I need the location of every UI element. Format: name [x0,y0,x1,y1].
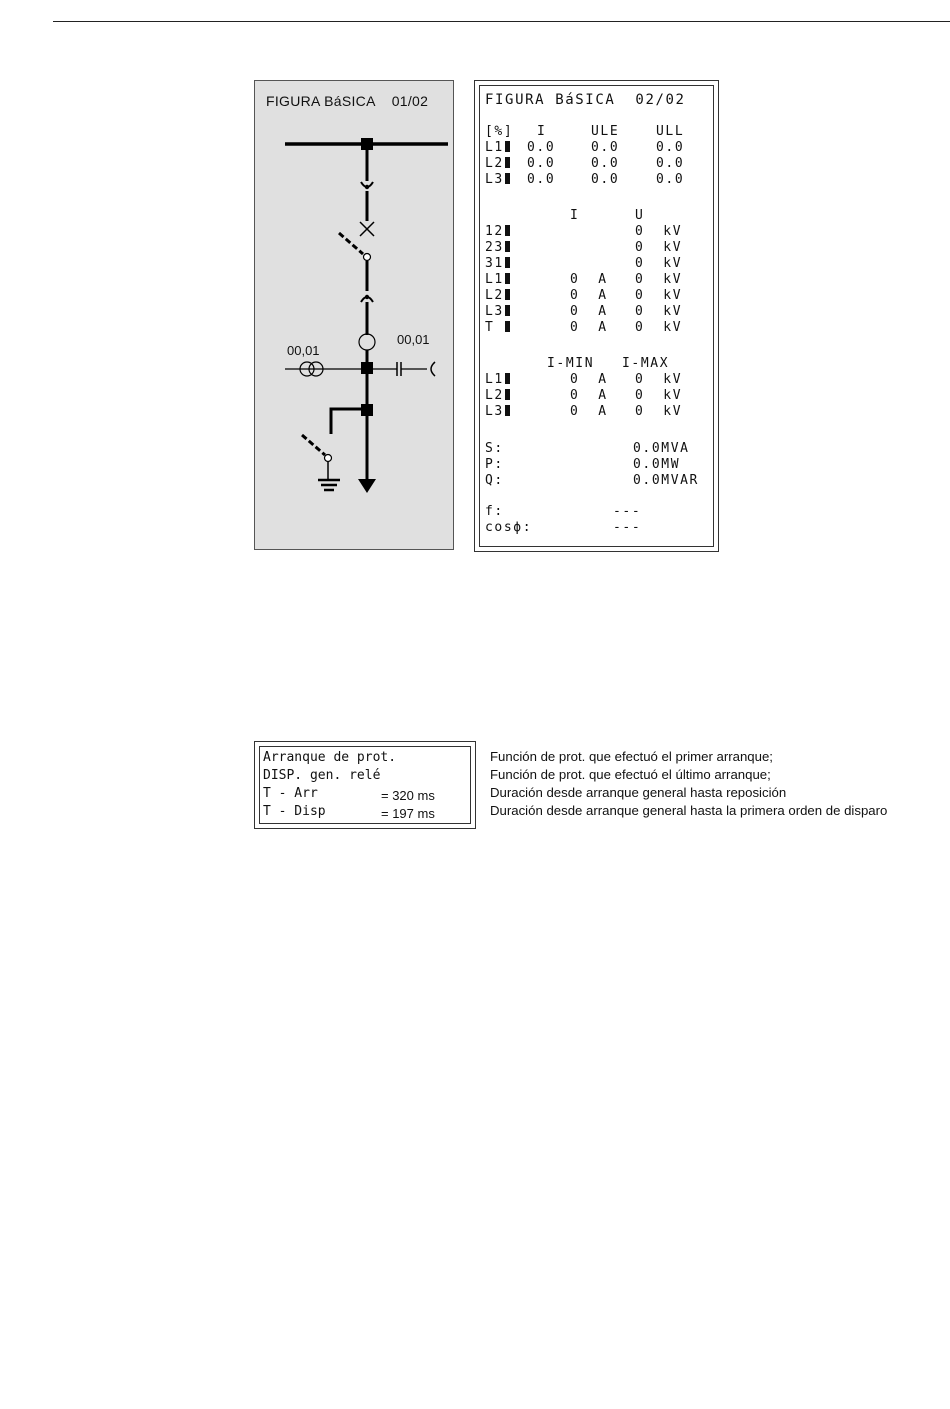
iu-cell-i: 0 A [570,288,608,303]
cable-end [431,362,435,376]
iu-header-u: U [635,208,645,223]
display-line-3-value: = 320 ms [381,788,435,803]
minmax-cell: 0 kV [635,372,683,387]
minmax-row: L1 [485,372,510,388]
iu-cell-u: 0 kV [635,304,683,319]
vt-label: 00,01 [287,343,320,358]
iu-row: L1 [485,272,510,288]
description-4: Duración desde arranque general hasta la primera orden de disparo [490,803,888,818]
iu-cell-i: 0 A [570,272,608,287]
switch-blade [339,233,363,254]
display-line-3: T - Arr [263,786,318,801]
power-label: Q: [485,473,504,488]
display-line-4: T - Disp [263,804,326,819]
iu-row: 31 [485,256,510,272]
iu-row: L2 [485,288,510,304]
pct-header-ull: ULL [656,124,685,139]
description-3: Duración desde arranque general hasta reposición [490,785,787,800]
iu-row: 23 [485,240,510,256]
fig2-title: FIGURA BáSICA 02/02 [485,92,686,108]
iu-cell-i: 0 A [570,304,608,319]
power-label: P: [485,457,504,472]
pct-cell: 0.0 [527,156,556,171]
description-2: Función de prot. que efectuó el último arranque; [490,767,771,782]
node-lower [361,404,373,416]
pct-header-ule: ULE [591,124,620,139]
single-line-diagram [255,81,455,551]
cap-label: 00,01 [397,332,430,347]
iu-cell-u: 0 kV [635,288,683,303]
minmax-cell: 0 kV [635,388,683,403]
basic-figure-panel-1 [254,80,454,550]
minmax-header-imax: I-MAX [622,356,670,371]
iu-cell-u: 0 kV [635,224,683,239]
pct-cell: 0.0 [656,156,685,171]
display-line-1: Arranque de prot. [263,750,397,765]
iu-cell-u: 0 kV [635,320,683,335]
iu-cell-u: 0 kV [635,256,683,271]
iu-row: L3 [485,304,510,320]
pct-cell: 0.0 [527,172,556,187]
iu-row: 12 [485,224,510,240]
minmax-header-imin: I-MIN [547,356,595,371]
minmax-row: L2 [485,388,510,404]
power-label: S: [485,441,504,456]
iu-cell-u: 0 kV [635,272,683,287]
power-value: 0.0MVA [633,441,690,456]
iu-row: T [485,320,510,336]
busbar-node [361,138,373,150]
power-value: 0.0MW [633,457,681,472]
fig1-title: FIGURA BáSICA 01/02 [266,93,429,109]
description-1: Función de prot. que efectuó el primer arranque; [490,749,773,764]
current-transformer [359,334,375,350]
feeder-arrow [358,479,376,493]
iu-cell-i: 0 A [570,320,608,335]
pct-cell: 0.0 [591,156,620,171]
pct-header-label: [%] [485,124,514,139]
pct-cell: 0.0 [591,140,620,155]
minmax-cell: 0 A [570,404,608,419]
pct-cell: 0.0 [527,140,556,155]
frequency-label: f: [485,504,504,519]
minmax-cell: 0 kV [635,404,683,419]
display-line-2: DISP. gen. relé [263,768,381,783]
earth-switch-blade [302,435,325,455]
pct-header-i: I [537,124,547,139]
display-line-4-value: = 197 ms [381,806,435,821]
minmax-cell: 0 A [570,372,608,387]
pct-cell: 0.0 [591,172,620,187]
minmax-row: L3 [485,404,510,420]
iu-cell-u: 0 kV [635,240,683,255]
cosphi-value: --- [613,520,642,535]
cosphi-label: cosϕ: [485,520,533,535]
pct-cell: 0.0 [656,172,685,187]
relay-display-box [254,741,476,829]
frequency-value: --- [613,504,642,519]
switch-pivot [364,254,371,261]
node-middle [361,362,373,374]
pct-row: L2 [485,156,510,172]
iu-header-i: I [570,208,580,223]
header-rule [53,21,950,22]
basic-figure-panel-2 [474,80,719,552]
power-value: 0.0MVAR [633,473,699,488]
pct-row: L1 [485,140,510,156]
pct-row: L3 [485,172,510,188]
pct-cell: 0.0 [656,140,685,155]
minmax-cell: 0 A [570,388,608,403]
